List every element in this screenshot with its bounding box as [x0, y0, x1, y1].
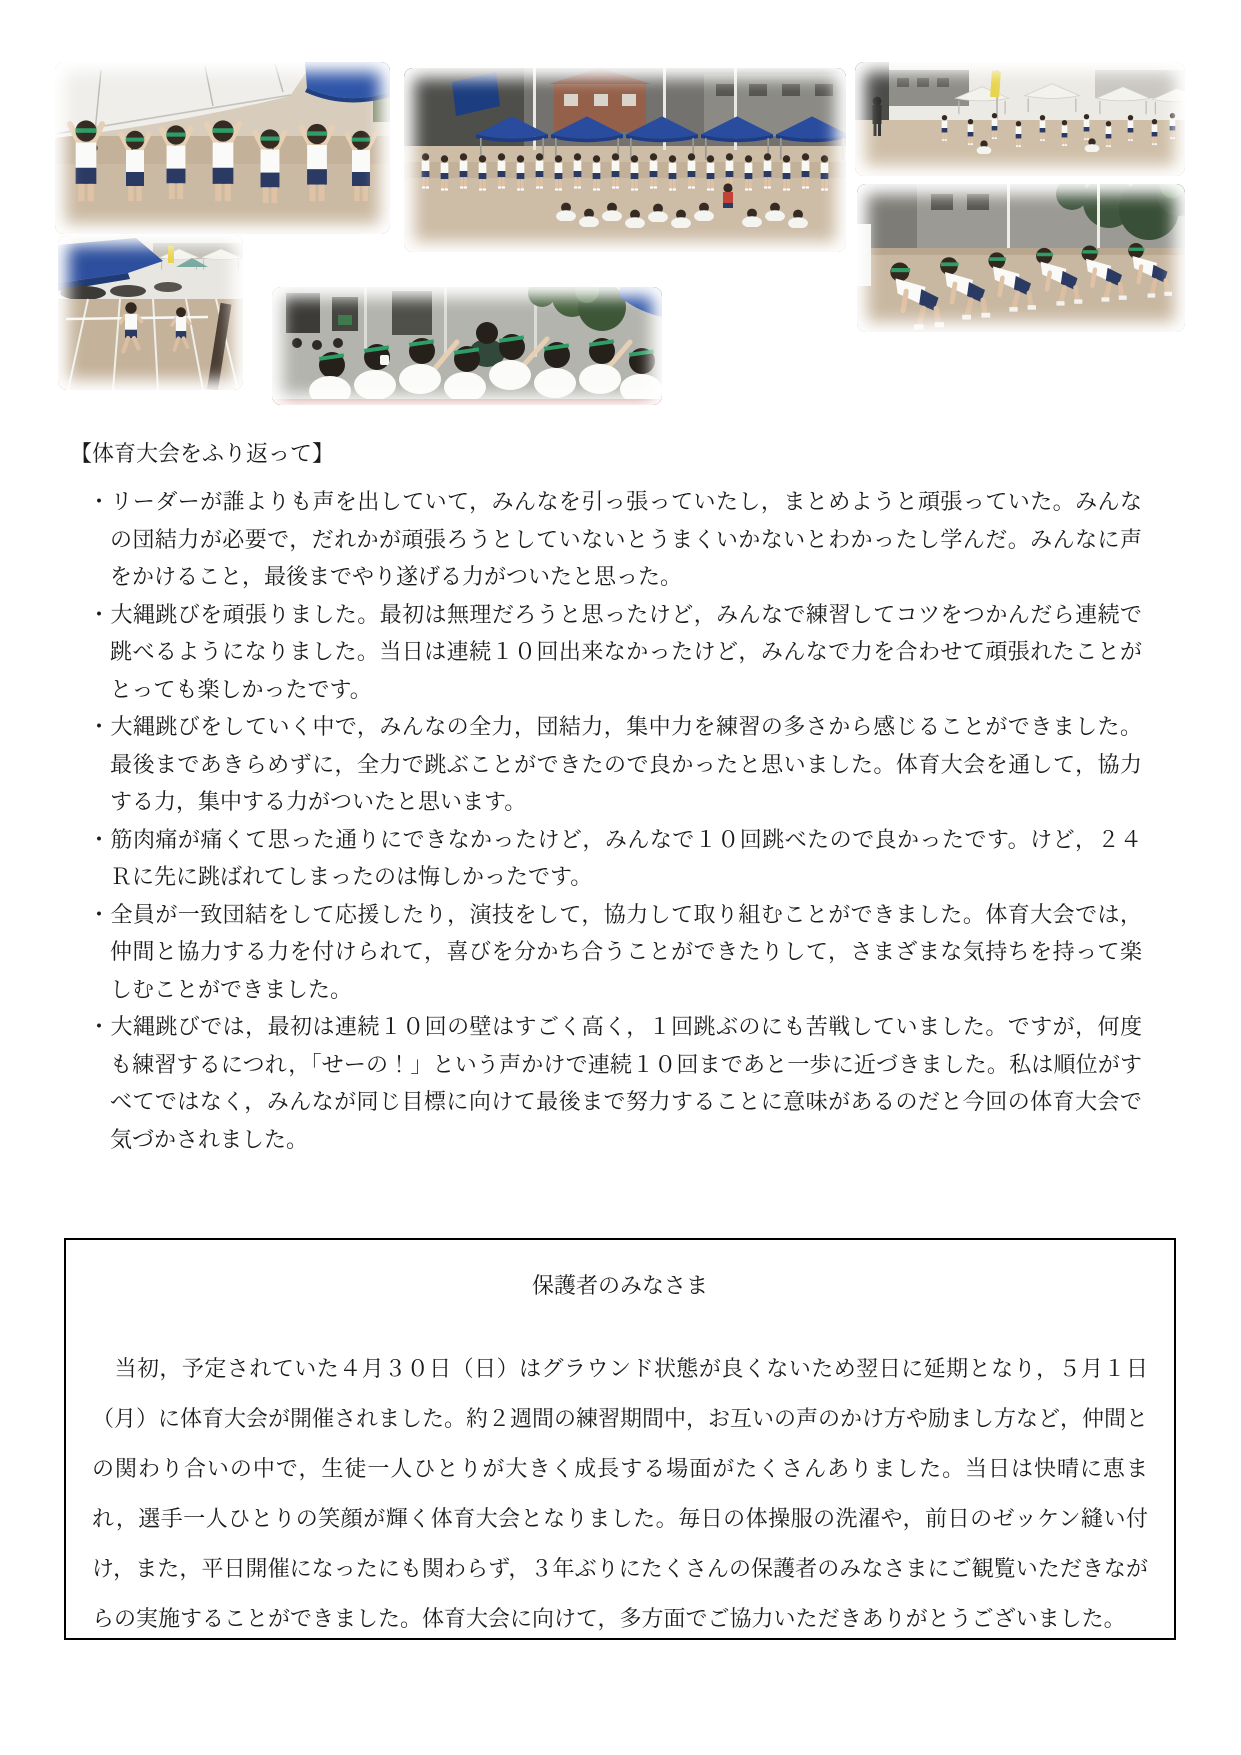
- reflection-item: [88, 1008, 1142, 1158]
- reflections-section: [70, 438, 1142, 1158]
- photo-crouching-row: [857, 184, 1185, 332]
- photo-illustration: [58, 235, 243, 390]
- photo-illustration: [55, 62, 390, 234]
- photo-illustration: [404, 68, 846, 252]
- photo-cheering-students: [55, 62, 390, 234]
- bullet-marker: ・: [88, 1014, 111, 1039]
- photo-illustration: [855, 62, 1185, 176]
- reflections-heading: 【体育大会をふり返って】: [70, 441, 335, 466]
- parents-box-body: 当初，予定されていた４月３０日（日）はグラウンド状態が良くないため翌日に延期となり，５月１日（月）に体育大会が開催されました。約２週間の練習期間中，お互いの声のかけ方や励まし方など，仲間との関わり合いの中で，生徒一人ひとりが大きく成長する場面がたくさんありました。当日は快晴に恵まれ，選手一人ひとりの笑顔が輝く体育大会となりました。毎日の体操服の洗濯や，前日のゼッケン縫い付け，また，平日開催になったにも関わらず，３年ぶりにたくさんの保護者のみなさまにご観覧いただきながらの実施することができました。体育大会に向けて，多方面でご協力いただきありがとうございました。: [92, 1356, 1149, 1631]
- reflection-item: [88, 708, 1142, 821]
- bullet-marker: ・: [88, 489, 111, 514]
- photo-students-side-view: [272, 287, 662, 405]
- photo-lineup-blue-tents: [404, 68, 846, 252]
- reflection-item: [88, 596, 1142, 709]
- parents-box-title: 保護者のみなさま: [531, 1273, 708, 1298]
- bullet-marker: ・: [88, 601, 111, 627]
- bullet-marker: ・: [88, 901, 111, 927]
- reflection-text: 大縄跳びをしていく中で，みんなの全力，団結力，集中力を練習の多さから感じることができました。最後まであきらめずに，全力で跳ぶことができたので良かったと思いました。体育大会を通して，協力する力，集中する力がついたと思います。: [110, 714, 1142, 814]
- reflection-item: [88, 483, 1142, 596]
- reflection-text: 大縄跳びを頑張りました。最初は無理だろうと思ったけど，みんなで練習してコツをつかんだら連続で跳べるようになりました。当日は連続１０回出来なかったけど，みんなで力を合わせて頑張れたことがとっても楽しかったです。: [110, 601, 1142, 702]
- photo-field-white-tents: [855, 62, 1185, 176]
- photo-relay-race: [58, 235, 243, 390]
- reflection-item: [88, 821, 1142, 896]
- reflection-item: [88, 896, 1142, 1009]
- reflection-text: 大縄跳びでは，最初は連続１０回の壁はすごく高く，１回跳ぶのにも苦戦していました。ですが，何度も練習するにつれ，「せーの！」という声かけで連続１０回まであと一歩に近づきました。私は順位がすべてではなく，みんなが同じ目標に向けて最後まで努力することに意味があるのだと今回の体育大会で気づかされました。: [110, 1014, 1142, 1152]
- reflection-text: 全員が一致団結をして応援したり，演技をして，協力して取り組むことができました。体育大会では，仲間と協力する力を付けられて，喜びを分かち合うことができたりして，さまざまな気持ちを持って楽しむことができました。: [110, 901, 1142, 1002]
- bullet-marker: ・: [88, 714, 111, 739]
- parents-message-box: [64, 1238, 1176, 1640]
- photo-collage: [0, 0, 1241, 412]
- reflections-list: [70, 483, 1142, 1158]
- bullet-marker: ・: [88, 826, 111, 852]
- reflection-text: リーダーが誰よりも声を出していて，みんなを引っ張っていたし，まとめようと頑張っていた。みんなの団結力が必要で，だれかが頑張ろうとしていないとうまくいかないとわかったし学んだ。みんなに声をかけること，最後までやり遂げる力がついたと思った。: [110, 489, 1142, 589]
- reflection-text: 筋肉痛が痛くて思った通りにできなかったけど，みんなで１０回跳べたので良かったです。けど，２４Ｒに先に跳ばれてしまったのは悔しかったです。: [110, 826, 1142, 889]
- photo-illustration: [857, 184, 1185, 332]
- photo-illustration: [272, 287, 662, 405]
